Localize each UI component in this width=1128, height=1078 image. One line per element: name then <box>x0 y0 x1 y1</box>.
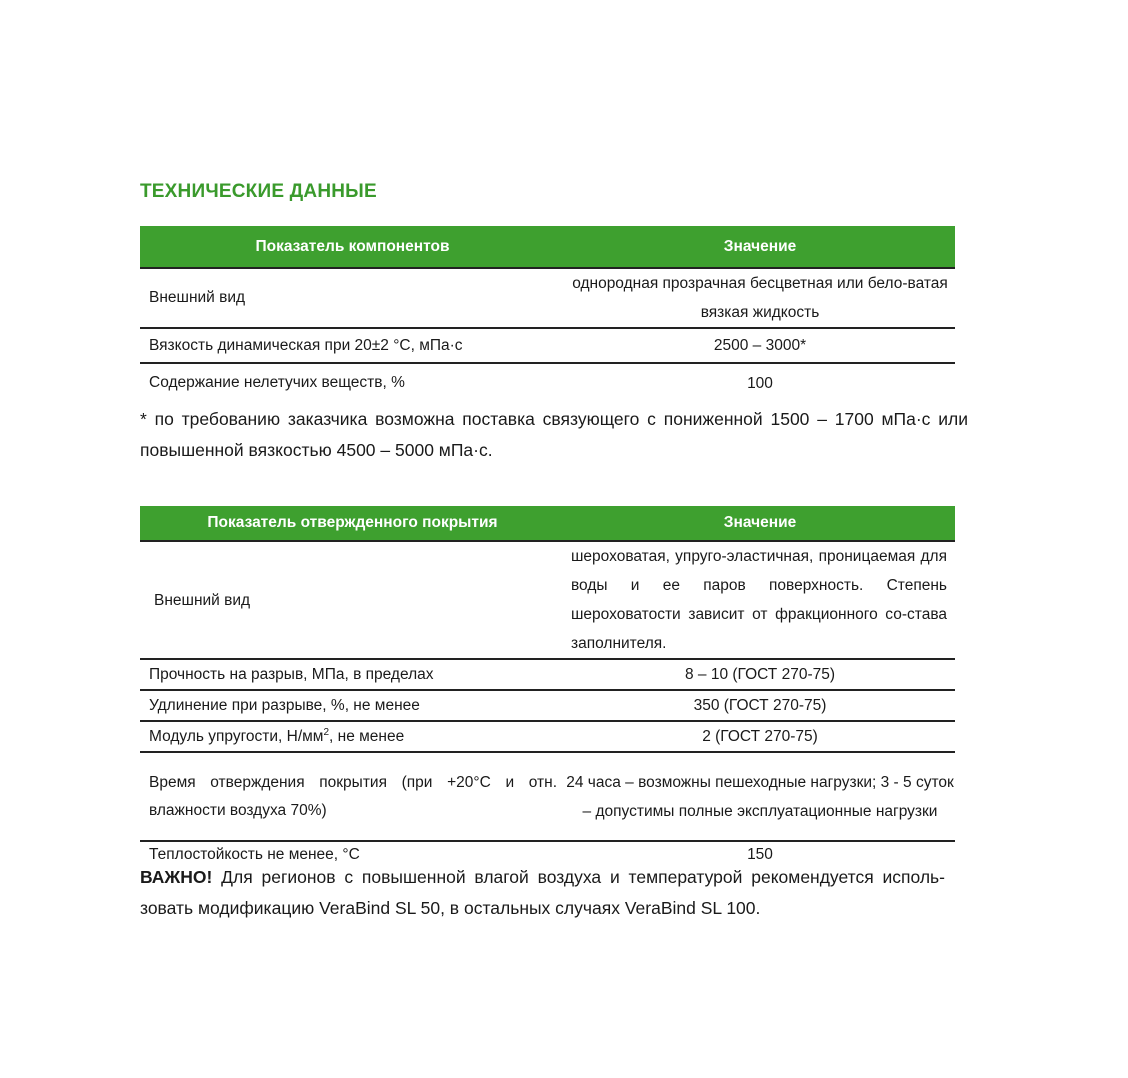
row-label: Теплостойкость не менее, °С <box>149 845 360 863</box>
row-label: Удлинение при разрыве, %, не менее <box>140 690 565 721</box>
superscript: 2 <box>323 726 330 738</box>
table-header-row <box>140 226 955 268</box>
row-value: однородная прозрачная бесцветная или бело-ватая вязкая жидкость <box>565 268 955 328</box>
table-row <box>140 268 955 328</box>
row-value: 350 (ГОСТ 270-75) <box>565 690 955 721</box>
row-label-suffix: , не менее <box>329 727 405 745</box>
important-label: ВАЖНО! <box>140 867 213 887</box>
row-value: 24 часа – возможны пешеходные нагрузки; 3 - 5 суток – допустимы полные эксплуатационные нагрузки <box>565 752 955 841</box>
row-value: 8 – 10 (ГОСТ 270-75) <box>565 659 955 690</box>
row-value: 150 <box>747 845 773 863</box>
column-header-value: Значение <box>565 226 955 268</box>
components-table <box>140 226 955 402</box>
row-label: Содержание нелетучих веществ, % <box>149 374 405 391</box>
column-header-value: Значение <box>565 506 955 541</box>
row-label: Вязкость динамическая при 20±2 °С, мПа·с <box>140 328 565 363</box>
table-row <box>140 541 955 659</box>
row-label: Прочность на разрыв, МПа, в пределах <box>140 659 565 690</box>
column-header-parameter: Показатель отвержденного покрытия <box>140 506 565 541</box>
row-value: 100 <box>747 374 773 392</box>
important-note <box>140 862 945 924</box>
table-row <box>140 363 955 402</box>
section-title: ТЕХНИЧЕСКИЕ ДАННЫЕ <box>140 181 377 202</box>
row-value: 2 (ГОСТ 270-75) <box>565 721 955 752</box>
table-row <box>140 328 955 363</box>
row-value: 2500 – 3000* <box>565 328 955 363</box>
table-header-row <box>140 506 955 541</box>
cured-coating-table <box>140 506 955 867</box>
footnote: * по требованию заказчика возможна поставка связующего с пониженной 1500 – 1700 мПа·с или повышенной вязкостью 4500 – 5000 мПа·с. <box>140 409 968 460</box>
table-row <box>140 752 955 841</box>
row-label: Время отверждения покрытия (при +20°С и отн. влажности воздуха 70%) <box>140 752 565 841</box>
row-label-text: Модуль упругости, Н/мм <box>149 727 324 745</box>
row-value: шероховатая, упруго-эластичная, проницаемая для воды и ее паров поверхность. Степень шероховатости зависит от фракционного со-става заполнителя. <box>565 541 955 659</box>
important-text: Для регионов с повышенной влагой воздуха и температурой рекомендуется исполь-зовать модификацию VeraBind SL 50, в остальных случаях VeraBind SL 100. <box>140 867 945 918</box>
table-row <box>140 659 955 690</box>
row-label: Внешний вид <box>140 268 565 328</box>
column-header-parameter: Показатель компонентов <box>140 226 565 268</box>
row-label <box>140 721 565 752</box>
table-row <box>140 721 955 752</box>
row-label: Внешний вид <box>140 541 565 659</box>
table-row <box>140 690 955 721</box>
